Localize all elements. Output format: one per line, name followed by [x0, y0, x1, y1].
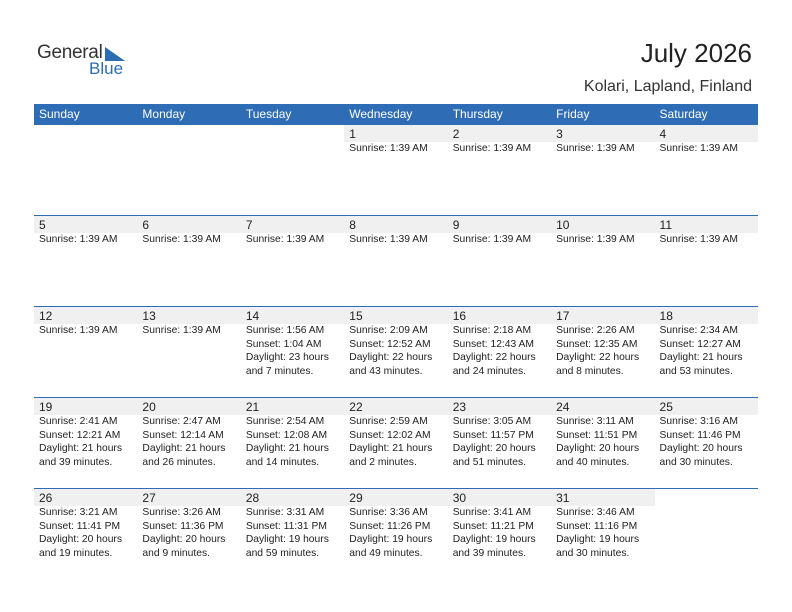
day-info-line: Daylight: 19 hours: [349, 534, 433, 545]
day-info-line: Sunset: 12:14 AM: [142, 429, 224, 441]
week-row: [34, 397, 758, 488]
day-info-line: Daylight: 20 hours: [659, 443, 743, 454]
day-info-line: Sunset: 11:36 PM: [142, 520, 224, 532]
day-info-line: Daylight: 21 hours: [659, 352, 743, 363]
day-number: 11: [659, 218, 672, 232]
day-number: 10: [556, 218, 570, 232]
day-cell: [448, 307, 551, 397]
day-info-line: Sunrise: 3:11 AM: [556, 416, 634, 427]
day-cell: [344, 307, 447, 397]
day-number: 6: [142, 218, 150, 232]
day-info-line: Sunrise: 1:39 AM: [245, 234, 325, 245]
day-number: 24: [556, 400, 570, 414]
day-info-line: Sunrise: 2:26 AM: [556, 325, 635, 336]
day-info-line: Sunset: 12:35 AM: [556, 338, 638, 350]
day-info-line: Sunrise: 2:41 AM: [39, 416, 118, 427]
day-info-line: Sunrise: 1:39 AM: [452, 143, 532, 154]
day-cell: [551, 216, 654, 306]
day-info-line: Daylight: 19 hours: [245, 534, 329, 545]
day-info-line: and 39 minutes.: [39, 456, 113, 468]
day-number: 5: [39, 218, 46, 232]
day-info-line: Daylight: 19 hours: [452, 534, 536, 545]
day-info-line: Sunset: 12:43 AM: [452, 338, 534, 350]
day-info-line: and 43 minutes.: [349, 365, 423, 377]
day-number: 31: [556, 491, 570, 505]
calendar: [34, 104, 758, 579]
day-number: 25: [659, 400, 673, 414]
day-info-line: Sunset: 12:02 AM: [349, 429, 431, 441]
day-info-line: and 26 minutes.: [142, 456, 216, 468]
day-info-line: and 2 minutes.: [349, 456, 417, 468]
day-cell: [344, 398, 447, 488]
week-row: [34, 125, 758, 215]
day-number: 30: [452, 491, 467, 505]
day-info-line: Sunset: 12:08 AM: [245, 429, 328, 441]
day-cell: [448, 398, 551, 488]
day-info-line: Sunrise: 1:39 AM: [142, 234, 221, 245]
day-info-line: Daylight: 21 hours: [39, 443, 122, 454]
day-number: 20: [142, 400, 156, 414]
day-info-line: Sunrise: 1:39 AM: [39, 234, 118, 245]
day-cell: [655, 398, 758, 488]
weekday-label: Sunday: [39, 107, 80, 121]
day-info-line: Sunset: 11:46 PM: [659, 429, 741, 441]
day-cell: [344, 216, 447, 306]
day-number: 12: [39, 309, 53, 323]
empty-cell: [241, 125, 344, 215]
location: Kolari, Lapland, Finland: [583, 78, 752, 95]
day-cell: [551, 125, 654, 215]
day-cell: [551, 398, 654, 488]
day-info-line: Sunrise: 3:05 AM: [452, 416, 532, 427]
day-info-line: Sunrise: 1:56 AM: [245, 325, 325, 336]
day-info-line: Daylight: 22 hours: [556, 352, 640, 363]
day-number: 23: [452, 400, 467, 414]
day-info-line: Sunrise: 3:31 AM: [245, 507, 325, 518]
day-number: 18: [659, 309, 673, 323]
day-info-line: Sunrise: 1:39 AM: [659, 143, 738, 154]
day-cell: [241, 216, 344, 306]
day-cell: [137, 307, 240, 397]
empty-cell: [34, 125, 137, 215]
day-info-line: Sunset: 12:21 AM: [39, 429, 121, 441]
day-number: 2: [452, 127, 460, 141]
week-row: [34, 306, 758, 397]
weekday-label: Monday: [142, 107, 186, 121]
day-cell: [551, 489, 654, 579]
day-info-line: Sunrise: 1:39 AM: [349, 143, 428, 154]
day-info-line: Sunset: 11:41 PM: [39, 520, 121, 532]
day-number: 1: [349, 127, 356, 141]
day-cell: [551, 307, 654, 397]
day-cell: [241, 489, 344, 579]
weekday-header: [34, 104, 758, 125]
day-number: 4: [659, 127, 667, 141]
day-number: 9: [452, 218, 460, 232]
day-info-line: Sunset: 12:27 AM: [659, 338, 741, 350]
day-number: 27: [142, 491, 156, 505]
day-number: 8: [349, 218, 356, 232]
day-number: 29: [349, 491, 363, 505]
day-info-line: Daylight: 20 hours: [142, 534, 226, 545]
day-info-line: Daylight: 21 hours: [349, 443, 433, 454]
logo-blue: Blue: [89, 59, 124, 78]
day-info-line: Daylight: 20 hours: [556, 443, 640, 454]
day-info-line: Daylight: 23 hours: [245, 352, 329, 363]
day-info-line: Daylight: 21 hours: [245, 443, 329, 454]
page-title: July 2026: [640, 38, 752, 68]
day-cell: [34, 216, 137, 306]
day-info-line: and 19 minutes.: [39, 547, 113, 559]
day-info-line: Sunrise: 1:39 AM: [142, 325, 221, 336]
day-info-line: and 51 minutes.: [452, 456, 526, 468]
day-cell: [34, 398, 137, 488]
day-cell: [241, 307, 344, 397]
day-info-line: Sunrise: 1:39 AM: [556, 143, 635, 154]
day-number: 19: [39, 400, 53, 414]
day-number: 13: [142, 309, 156, 323]
week-row: [34, 215, 758, 306]
day-cell: [137, 216, 240, 306]
day-cell: [655, 125, 758, 215]
day-info-line: Sunset: 1:04 AM: [245, 338, 322, 350]
day-cell: [448, 489, 551, 579]
day-info-line: Sunrise: 2:47 AM: [142, 416, 221, 427]
day-info-line: and 30 minutes.: [556, 547, 630, 559]
day-info-line: Sunrise: 1:39 AM: [659, 234, 738, 245]
day-info-line: Sunrise: 1:39 AM: [349, 234, 428, 245]
day-info-line: Sunrise: 3:26 AM: [142, 507, 221, 518]
day-info-line: Daylight: 20 hours: [452, 443, 536, 454]
empty-cell: [137, 125, 240, 215]
day-info-line: and 24 minutes.: [452, 365, 526, 377]
day-info-line: Daylight: 21 hours: [142, 443, 226, 454]
day-cell: [241, 398, 344, 488]
week-row: [34, 488, 758, 579]
day-cell: [34, 307, 137, 397]
day-info-line: Sunrise: 3:16 AM: [659, 416, 738, 427]
day-info-line: and 40 minutes.: [556, 456, 630, 468]
day-number: 14: [245, 309, 260, 323]
day-cell: [655, 307, 758, 397]
day-cell: [448, 216, 551, 306]
day-info-line: Sunset: 11:16 PM: [556, 520, 638, 532]
day-info-line: and 49 minutes.: [349, 547, 423, 559]
weekday-label: Saturday: [659, 107, 708, 121]
weekday-label: Thursday: [452, 107, 503, 121]
day-info-line: Sunrise: 1:39 AM: [39, 325, 118, 336]
day-info-line: and 9 minutes.: [142, 547, 210, 559]
day-info-line: and 59 minutes.: [245, 547, 320, 559]
day-info-line: Sunset: 11:31 PM: [245, 520, 327, 532]
day-number: 15: [349, 309, 363, 323]
day-info-line: Sunrise: 3:21 AM: [39, 507, 118, 518]
day-info-line: Daylight: 20 hours: [39, 534, 122, 545]
day-number: 22: [349, 400, 363, 414]
weekday-label: Tuesday: [245, 107, 292, 121]
day-info-line: Daylight: 19 hours: [556, 534, 640, 545]
day-number: 16: [452, 309, 467, 323]
day-info-line: and 8 minutes.: [556, 365, 624, 377]
day-info-line: Sunset: 11:26 PM: [349, 520, 431, 532]
calendar-body: [34, 125, 758, 579]
day-number: 3: [556, 127, 563, 141]
day-cell: [137, 489, 240, 579]
day-info-line: Sunrise: 2:09 AM: [349, 325, 428, 336]
weekday-label: Friday: [556, 107, 590, 121]
empty-cell: [655, 489, 758, 579]
day-info-line: and 14 minutes.: [245, 456, 320, 468]
day-info-line: and 39 minutes.: [452, 547, 526, 559]
logo: [37, 42, 137, 82]
day-info-line: and 30 minutes.: [659, 456, 733, 468]
day-cell: [655, 216, 758, 306]
day-info-line: Sunset: 11:57 PM: [452, 429, 534, 441]
day-number: 7: [245, 218, 253, 232]
day-cell: [137, 398, 240, 488]
day-info-line: Daylight: 22 hours: [452, 352, 536, 363]
day-info-line: Sunset: 12:52 AM: [349, 338, 431, 350]
day-number: 21: [245, 400, 260, 414]
day-info-line: Sunrise: 1:39 AM: [452, 234, 532, 245]
day-info-line: Sunrise: 3:41 AM: [452, 507, 532, 518]
day-cell: [344, 125, 447, 215]
day-info-line: Sunrise: 3:36 AM: [349, 507, 428, 518]
day-number: 17: [556, 309, 570, 323]
day-info-line: and 53 minutes.: [659, 365, 733, 377]
day-info-line: and 7 minutes.: [245, 365, 314, 377]
day-info-line: Sunrise: 2:59 AM: [349, 416, 428, 427]
day-number: 26: [39, 491, 53, 505]
day-info-line: Sunrise: 1:39 AM: [556, 234, 635, 245]
day-info-line: Sunrise: 2:34 AM: [659, 325, 738, 336]
day-cell: [344, 489, 447, 579]
day-info-line: Sunset: 11:21 PM: [452, 520, 534, 532]
weekday-label: Wednesday: [349, 107, 413, 121]
day-info-line: Sunset: 11:51 PM: [556, 429, 638, 441]
day-number: 28: [245, 491, 260, 505]
day-info-line: Sunrise: 2:18 AM: [452, 325, 532, 336]
day-info-line: Daylight: 22 hours: [349, 352, 433, 363]
day-cell: [448, 125, 551, 215]
logo-general: General: [37, 42, 103, 63]
day-info-line: Sunrise: 3:46 AM: [556, 507, 635, 518]
day-cell: [34, 489, 137, 579]
day-info-line: Sunrise: 2:54 AM: [245, 416, 325, 427]
